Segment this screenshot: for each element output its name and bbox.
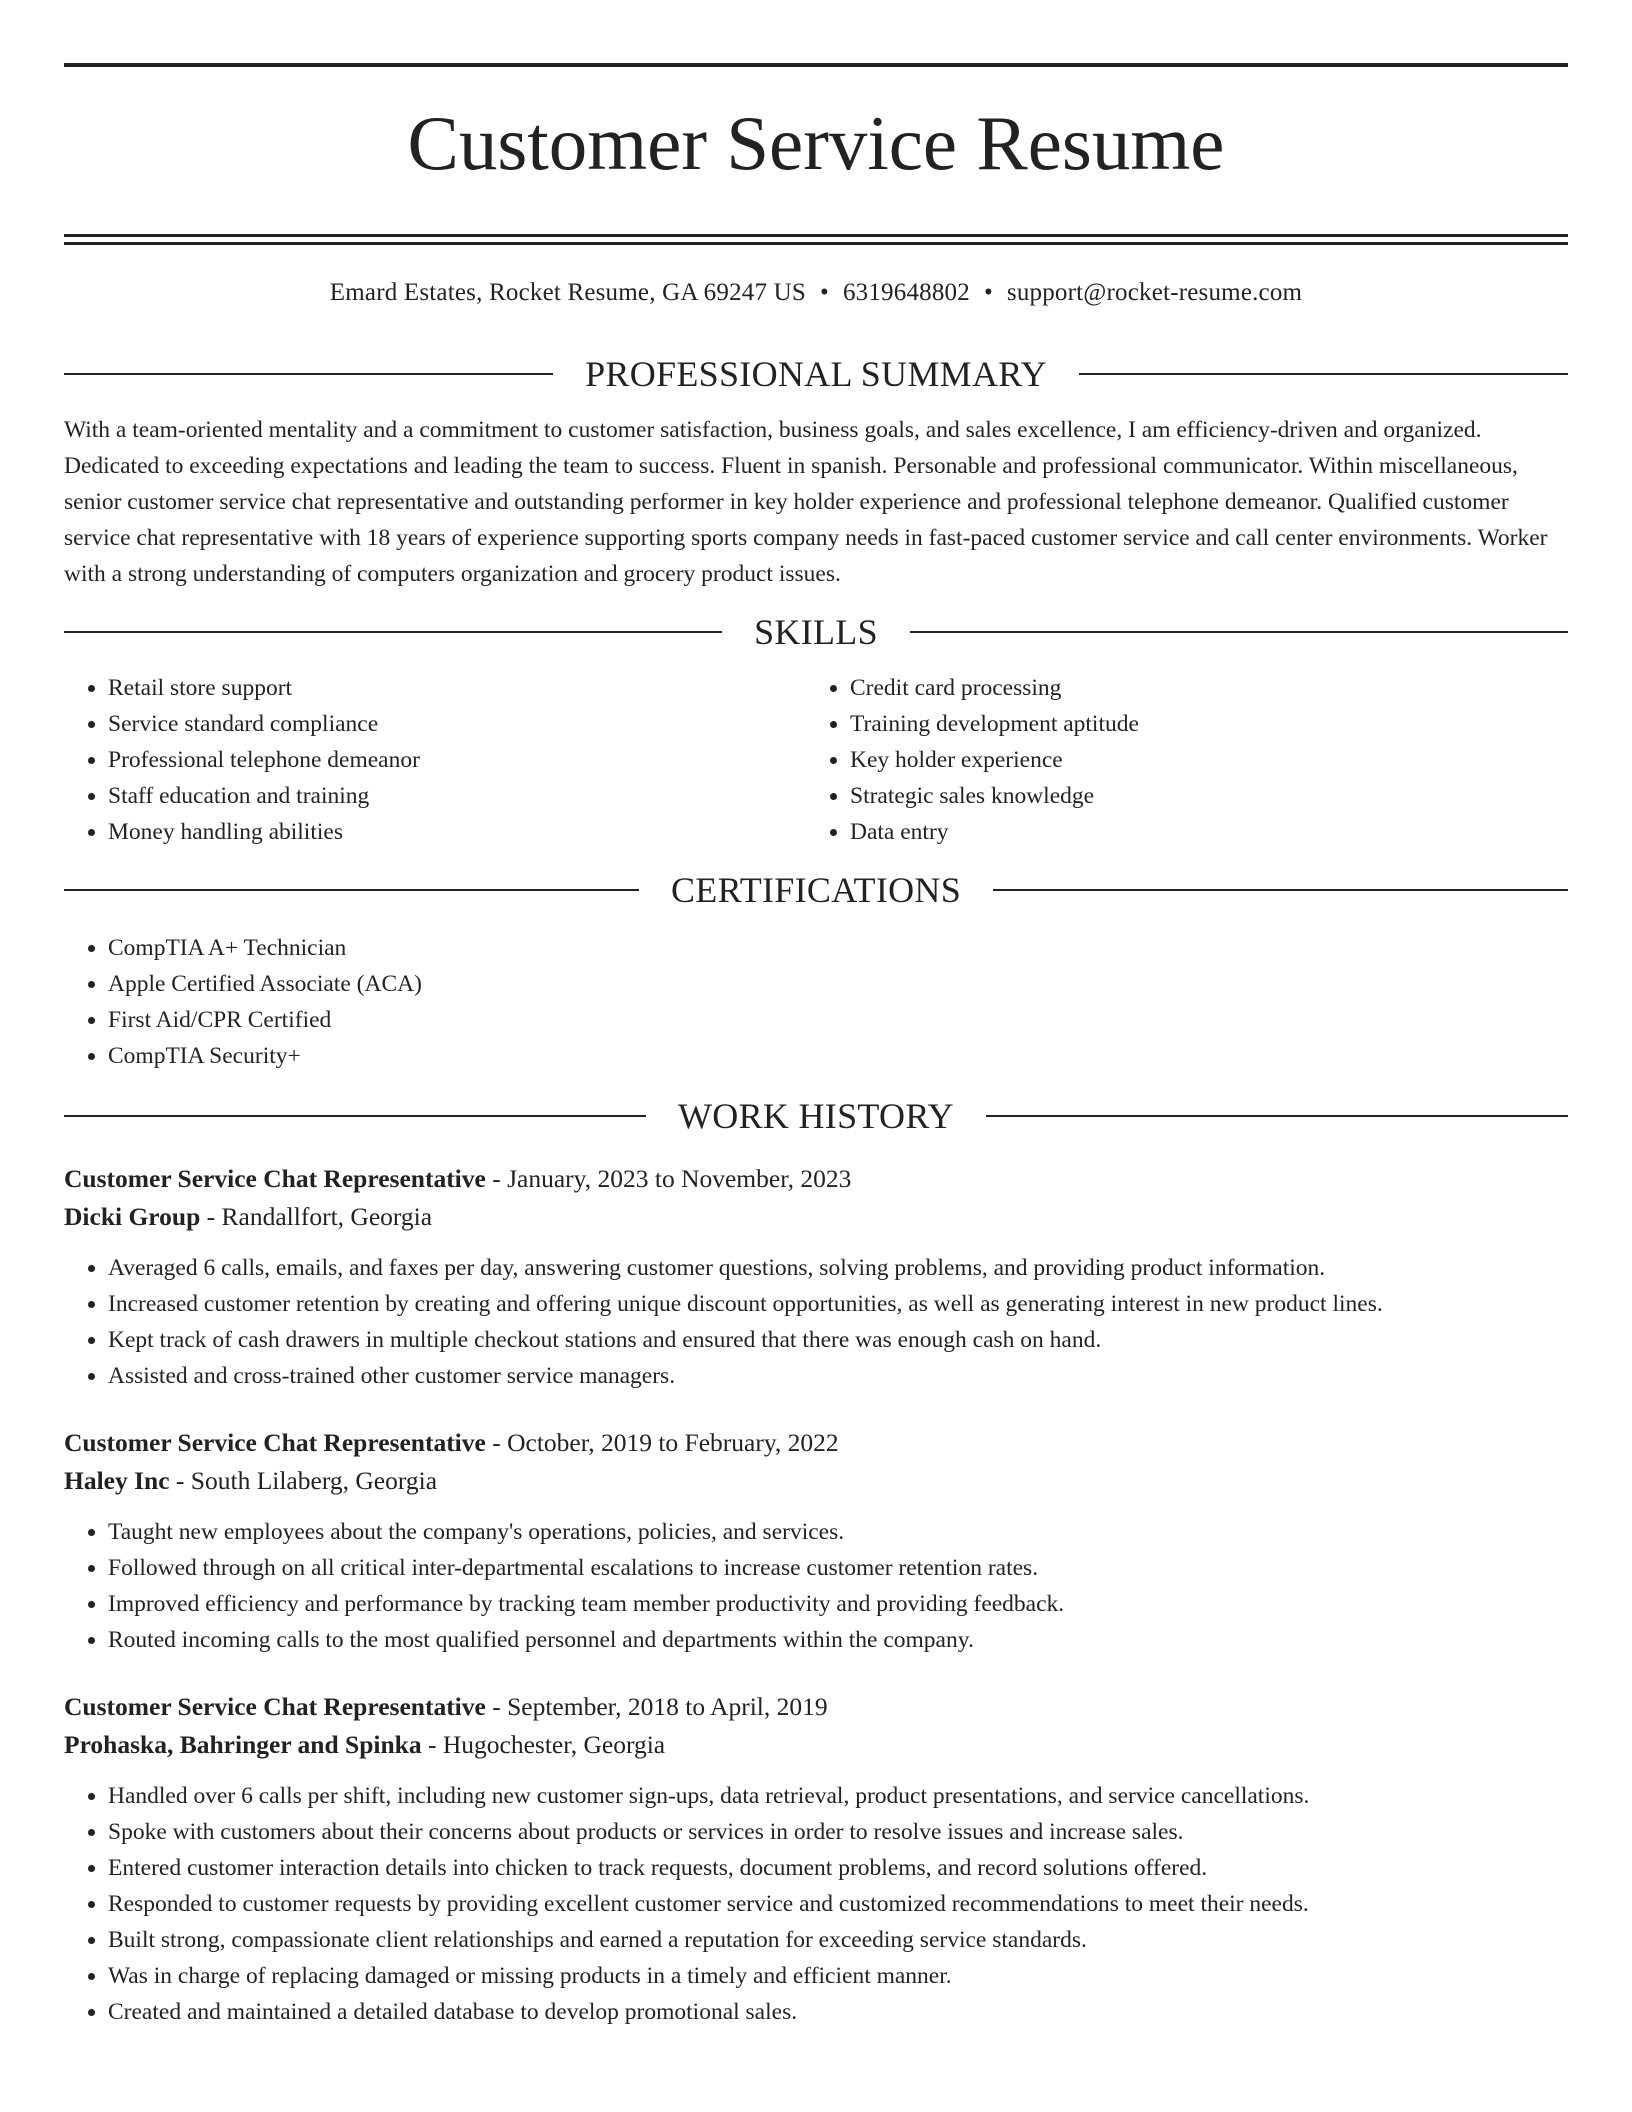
job-bullet: • Handled over 6 calls per shift, including new customer sign-ups, data retrieval, product presentations, and service cancellations. [108, 1778, 1568, 1814]
certifications-heading [64, 868, 1568, 912]
contact-phone: 6319648802 [842, 279, 970, 306]
heading-rule [64, 1115, 646, 1117]
skills-list-right [806, 670, 1548, 850]
job-dash: - [200, 1202, 222, 1231]
title-double-rule [64, 234, 1568, 245]
skill-item: • Key holder experience [850, 742, 1548, 778]
contact-line [64, 278, 1568, 308]
job-dates: September, 2018 to April, 2019 [507, 1692, 828, 1721]
job-bullet: • Averaged 6 calls, emails, and faxes per day, answering customer questions, solving problems, and providing product information. [108, 1250, 1568, 1286]
job-bullet: • Followed through on all critical inter-departmental escalations to increase customer retention rates. [108, 1550, 1568, 1586]
job-dates: October, 2019 to February, 2022 [507, 1428, 839, 1457]
top-rule [64, 63, 1568, 67]
skill-item: • Retail store support [108, 670, 806, 706]
heading-rule [910, 631, 1568, 633]
resume-page [64, 0, 1568, 2030]
heading-rule [993, 889, 1568, 891]
summary-heading-label: PROFESSIONAL SUMMARY [585, 354, 1047, 394]
certification-item: • Apple Certified Associate (ACA) [108, 966, 1568, 1002]
skill-item: • Staff education and training [108, 778, 806, 814]
job-dash: - [485, 1428, 508, 1457]
work-history-heading [64, 1094, 1568, 1138]
contact-separator: • [983, 279, 993, 306]
skill-item: • Service standard compliance [108, 706, 806, 742]
job-bullet: • Assisted and cross-trained other customer service managers. [108, 1358, 1568, 1394]
job-dash: - [169, 1466, 191, 1495]
resume-title: Customer Service Resume [407, 100, 1225, 186]
job-company: Dicki Group [64, 1202, 201, 1231]
contact-email: support@rocket-resume.com [1006, 279, 1303, 306]
job-dates: January, 2023 to November, 2023 [507, 1164, 852, 1193]
job-bullet: • Created and maintained a detailed database to develop promotional sales. [108, 1994, 1568, 2030]
job-entry [64, 1160, 1568, 1394]
certification-item: • CompTIA Security+ [108, 1038, 1568, 1074]
skill-item: • Data entry [850, 814, 1548, 850]
job-company: Haley Inc [64, 1466, 170, 1495]
contact-address: Emard Estates, Rocket Resume, GA 69247 US [329, 279, 806, 306]
skill-item: • Credit card processing [850, 670, 1548, 706]
job-bullet: • Increased customer retention by creating and offering unique discount opportunities, as well as generating interest in new product lines. [108, 1286, 1568, 1322]
certifications-list [64, 930, 1568, 1074]
job-company-line [64, 1726, 1568, 1764]
certifications-block [64, 930, 1568, 1074]
certification-item: • CompTIA A+ Technician [108, 930, 1568, 966]
job-title: Customer Service Chat Representative [64, 1428, 486, 1457]
job-bullets [64, 1778, 1568, 2030]
job-bullet: • Taught new employees about the company's operations, policies, and services. [108, 1514, 1568, 1550]
job-location: Randallfort, Georgia [221, 1202, 433, 1231]
job-entry [64, 1424, 1568, 1658]
job-bullet: • Improved efficiency and performance by tracking team member productivity and providing feedback. [108, 1586, 1568, 1622]
heading-rule [1079, 373, 1568, 375]
work-history-list [64, 1160, 1568, 2030]
heading-rule [64, 889, 639, 891]
job-dash: - [485, 1692, 508, 1721]
summary-heading [64, 352, 1568, 396]
skills-list-left [64, 670, 806, 850]
job-dash: - [421, 1730, 443, 1759]
work-history-heading-label: WORK HISTORY [678, 1096, 954, 1136]
job-dash: - [485, 1164, 508, 1193]
job-bullets [64, 1250, 1568, 1394]
skill-item: • Training development aptitude [850, 706, 1548, 742]
certifications-heading-label: CERTIFICATIONS [670, 870, 962, 910]
skill-item: • Money handling abilities [108, 814, 806, 850]
job-bullet: • Spoke with customers about their concerns about products or services in order to resolve issues and increase sales. [108, 1814, 1568, 1850]
job-company-line [64, 1462, 1568, 1500]
job-entry [64, 1688, 1568, 2030]
skill-item: • Professional telephone demeanor [108, 742, 806, 778]
job-bullet: • Routed incoming calls to the most qualified personnel and departments within the company. [108, 1622, 1568, 1658]
job-location: South Lilaberg, Georgia [190, 1466, 438, 1495]
job-title: Customer Service Chat Representative [64, 1164, 486, 1193]
skills-heading [64, 610, 1568, 654]
summary-text: With a team-oriented mentality and a commitment to customer satisfaction, business goals, and sales excellence, I am efficiency-driven and organized. Dedicated to exceeding expectations and leading the team to success. Fluent in spanish. Personable and professional communicator. Within miscellaneous, senior customer service chat representative and outstanding performer in key holder experience and professional telephone demeanor. Qualified customer service chat representative with 18 years of experience supporting sports company needs in fast-paced customer service and call center environments. Worker with a strong understanding of computers organization and grocery product issues. [64, 417, 1548, 587]
job-bullets [64, 1514, 1568, 1658]
skills-column-right [806, 670, 1548, 850]
skills-columns [64, 670, 1568, 850]
heading-rule [986, 1115, 1568, 1117]
heading-rule [64, 373, 553, 375]
skill-item: • Strategic sales knowledge [850, 778, 1548, 814]
job-bullet: • Kept track of cash drawers in multiple checkout stations and ensured that there was enough cash on hand. [108, 1322, 1568, 1358]
job-location: Hugochester, Georgia [442, 1730, 666, 1759]
heading-rule [64, 631, 722, 633]
job-bullet: • Responded to customer requests by providing excellent customer service and customized recommendations to meet their needs. [108, 1886, 1568, 1922]
skills-heading-label: SKILLS [754, 612, 878, 652]
job-title-line [64, 1160, 1568, 1198]
skills-column-left [64, 670, 806, 850]
contact-separator: • [820, 279, 829, 306]
job-bullet: • Was in charge of replacing damaged or missing products in a timely and efficient manner. [108, 1958, 1568, 1994]
job-company: Prohaska, Bahringer and Spinka [64, 1730, 422, 1759]
job-bullet: • Entered customer interaction details into chicken to track requests, document problems, and record solutions offered. [108, 1850, 1568, 1886]
job-bullet: • Built strong, compassionate client relationships and earned a reputation for exceeding service standards. [108, 1922, 1568, 1958]
job-company-line [64, 1198, 1568, 1236]
certification-item: • First Aid/CPR Certified [108, 1002, 1568, 1038]
job-title-line [64, 1424, 1568, 1462]
job-title-line [64, 1688, 1568, 1726]
job-title: Customer Service Chat Representative [64, 1692, 486, 1721]
